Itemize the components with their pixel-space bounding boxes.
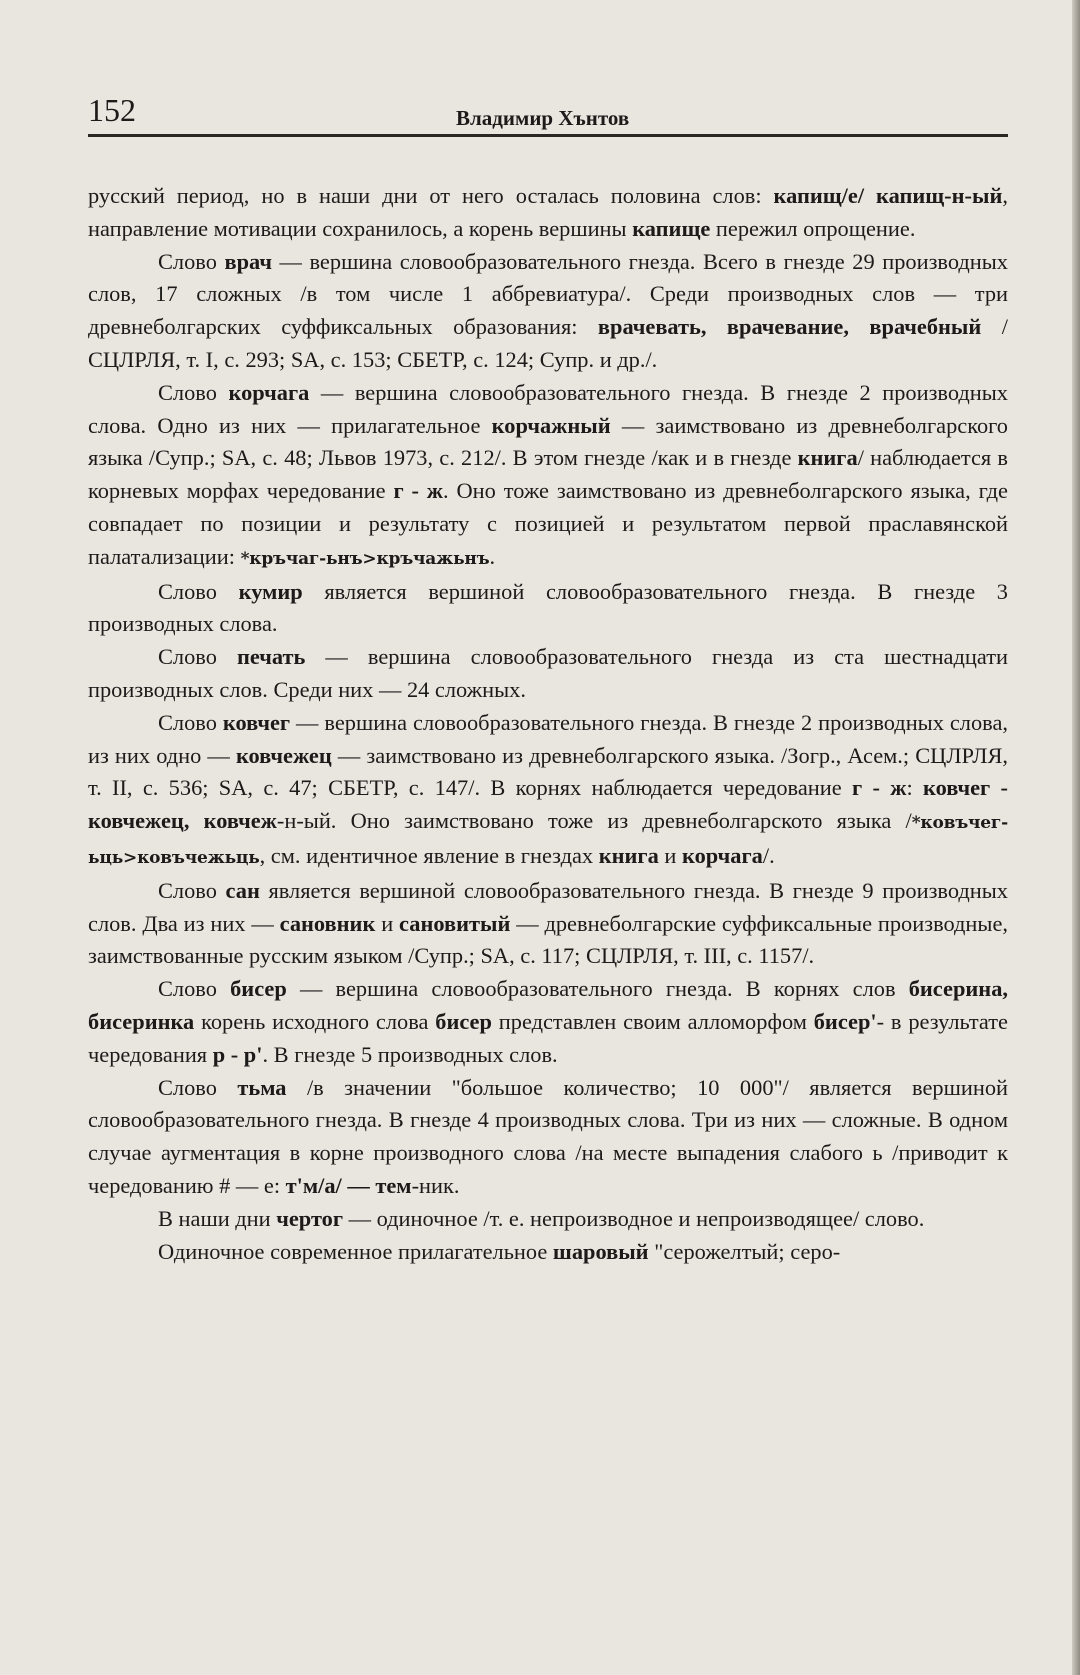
bold-term: р - р' <box>212 1041 263 1067</box>
bold-term: корчага <box>228 379 310 405</box>
bold-term: сановитый <box>399 910 511 936</box>
paragraph <box>88 1072 1008 1203</box>
text-run: — вершина словообразовательного гнезда. В гнезде 2 производных слова, из них одно — <box>88 709 1008 768</box>
bold-term: бисер <box>230 976 287 1002</box>
text-run: Слово <box>158 709 223 735</box>
page-header <box>88 88 1008 136</box>
running-head: Владимир Хънтов <box>456 106 630 130</box>
bold-term: печать <box>236 644 306 670</box>
paragraph <box>88 707 1008 875</box>
paragraph <box>88 973 1008 1071</box>
text-run: / наблюдается в корневых морфах чередование <box>88 445 1008 504</box>
text-run: и <box>658 842 682 868</box>
header-rule <box>88 134 1008 137</box>
page-number: 152 <box>88 92 136 128</box>
bold-term: корчажный <box>491 412 611 438</box>
text-run: русский период, но в наши дни от него осталась половина слов: <box>88 183 774 208</box>
text-run: — вершина словообразовательного гнезда. Всего в гнезде 29 производных слов, 17 сложных /в том числе 1 аббревиатура/. Среди производных слов — три древнеболгарских суффиксальных образования: <box>88 248 1008 340</box>
bold-term: бисер <box>435 1008 492 1034</box>
text-run: — вершина словообразовательного гнезда. В гнезде 2 производных слова. Одно из них — прилагательное <box>88 379 1009 438</box>
bold-term: тьма <box>237 1074 287 1100</box>
text-run: — заимствовано из древнеболгарского языка /Супр.; SA, с. 48; Львов 1973, с. 212/. В этом гнезде /как и в гнезде <box>88 412 1008 471</box>
text-run: представлен своим алломорфом <box>491 1008 814 1034</box>
text-run: является вершиной словообразовательного гнезда. В гнезде 3 производных слова. <box>88 578 1009 637</box>
paragraph <box>88 180 1008 246</box>
text-run: /СЦЛРЛЯ, т. I, с. 293; SA, с. 153; СБЕТР, с. 124; Супр. и др./. <box>88 314 1008 372</box>
old-slavonic-form: *ковъчег-ьць>ковъчежьць <box>88 813 1008 868</box>
text-run: : <box>906 775 923 801</box>
text-run: , направление мотивации сохранилось, а корень вершины <box>88 183 1008 241</box>
text-run: — заимствовано из древнеболгарского языка. /Зогр., Асем.; СЦЛРЛЯ, т. II, с. 536; SA, с. 47; СБЕТР, с. 147/. В корнях наблюдается чередование <box>88 742 1009 801</box>
bold-term: чертог <box>276 1205 344 1231</box>
bold-term: врачевать, врачевание, врачебный <box>597 314 982 340</box>
text-run: . Оно тоже заимствовано из древнеболгарского языка, где совпадает по позиции и результату с позицией и результатом первой праславянской палатализации: <box>88 478 1008 569</box>
paragraph <box>88 875 1008 973</box>
text-run: Одиночное современное прилагательное <box>158 1238 553 1264</box>
text-run: Слово <box>158 976 231 1002</box>
bold-term: врач <box>224 248 272 274</box>
text-run: и <box>375 910 400 936</box>
bold-term: ковчег <box>222 709 291 735</box>
text-run: — вершина словообразовательного гнезда. В корнях слов <box>286 976 909 1002</box>
bold-term: шаровый <box>552 1238 649 1264</box>
bold-term: кумир <box>238 578 303 604</box>
text-run: — одиночное /т. е. непроизводное и непроизводящее/ слово. <box>343 1205 925 1231</box>
bold-term: г - ж <box>393 478 444 504</box>
text-run: -н-ый. Оно заимствовано тоже из древнеболгарското языка / <box>276 808 912 834</box>
text-run: Слово <box>158 644 237 670</box>
text-run: "серожелтый; серо- <box>648 1238 841 1264</box>
text-run: /в значении "большое количество; 10 000"/ является вершиной словообразовательного гнезда. В гнезде 4 производных слова. Три из них — сложные. В одном случае аугментация в корне производного слова /на месте выпадения слабого ь /приводит к чередованию # — е: <box>88 1074 1008 1198</box>
text-run: пережил опрощение. <box>710 215 916 241</box>
paragraph <box>88 1236 1008 1269</box>
page-edge <box>1072 0 1080 1675</box>
bold-term: г - ж <box>851 775 907 801</box>
bold-term: корчага <box>681 842 763 868</box>
text-run: В наши дни <box>158 1205 277 1231</box>
paragraph <box>88 576 1008 642</box>
text-run: — древнеболгарские суффиксальные производные, заимствованные русским языком /Супр.; SA, с. 117; СЦЛРЛЯ, т. III, с. 1157/. <box>88 910 1008 969</box>
paragraph <box>88 1203 1008 1236</box>
text-run: /. <box>762 842 775 868</box>
text-run: Слово <box>158 578 239 604</box>
bold-term: бисер' <box>813 1008 877 1034</box>
bold-term: книга <box>797 445 858 471</box>
text-run: . <box>489 543 496 569</box>
text-run: корень исходного слова <box>194 1008 436 1034</box>
text-run: , см. идентичное явление в гнездах <box>259 842 599 868</box>
paragraph <box>88 246 1008 377</box>
text-run: Слово <box>158 877 226 903</box>
text-run: Слово <box>158 379 229 405</box>
bold-term: капище <box>632 215 711 241</box>
old-slavonic-form: *кръчаг-ьнъ>кръчажьнъ <box>240 548 490 569</box>
bold-term: т'м/а/ — тем <box>285 1172 412 1198</box>
bold-term: капищ/е/ капищ-н-ый <box>773 183 1003 208</box>
paragraph <box>88 377 1008 576</box>
text-run: - в результате чередования <box>88 1008 1008 1067</box>
text-run: . В гнезде 5 производных слов. <box>262 1041 558 1067</box>
text-run: -ник. <box>411 1172 460 1198</box>
text-run: Слово <box>158 248 225 274</box>
bold-term: книга <box>598 842 659 868</box>
bold-term: сановник <box>279 910 376 936</box>
paragraph <box>88 641 1008 707</box>
bold-term: ковчег - ковчежец, ковчеж <box>88 775 1008 834</box>
text-run: — вершина словообразовательного гнезда из ста шестнадцати производных слов. Среди них — 24 сложных. <box>88 644 1008 702</box>
text-run: Слово <box>158 1074 238 1100</box>
bold-term: бисерина, бисеринка <box>88 976 1008 1034</box>
bold-term: сан <box>225 877 260 903</box>
text-run: является вершиной словообразовательного гнезда. В гнезде 9 производных слов. Два из них — <box>88 877 1009 936</box>
bold-term: ковчежец <box>235 742 332 768</box>
body-text <box>88 180 1008 1268</box>
